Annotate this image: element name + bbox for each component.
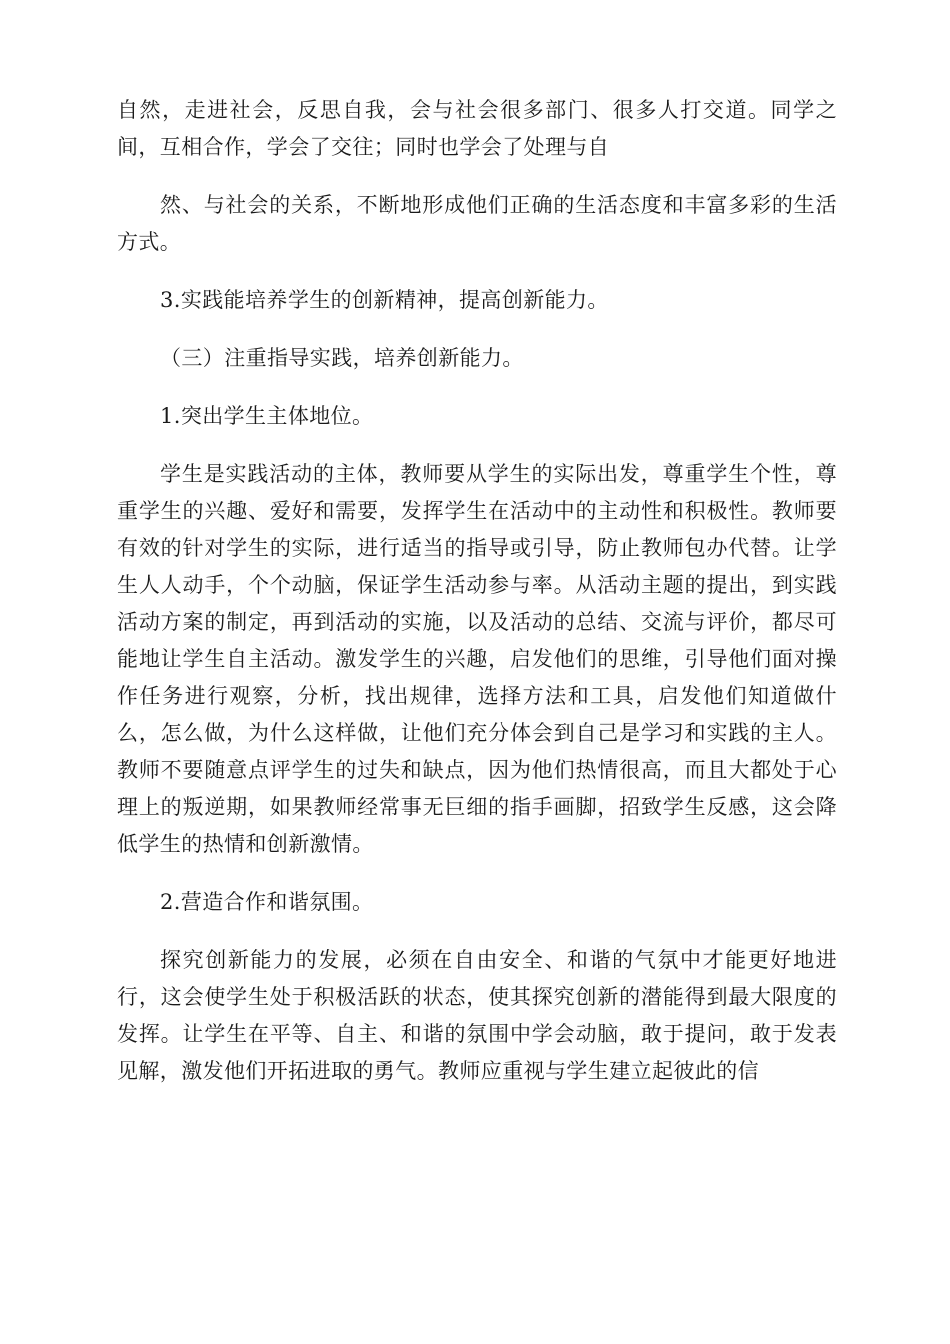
paragraph-relations: 然、与社会的关系，不断地形成他们正确的生活态度和丰富多彩的生活方式。: [117, 193, 837, 254]
heading-harmony-atmosphere: 2.营造合作和谐氛围。: [160, 890, 374, 914]
paragraph-harmony-atmosphere: 探究创新能力的发展，必须在自由安全、和谐的气氛中才能更好地进行，这会使学生处于积极活跃的状态，使其探究创新的潜能得到最大限度的发挥。让学生在平等、自主、和谐的氛围中学会动脑，敢于提问，敢于发表见解，激发他们开拓进取的勇气。教师应重视与学生建立起彼此的信: [117, 948, 837, 1083]
heading-practice-innovation: 3.实践能培养学生的创新精神，提高创新能力。: [160, 288, 609, 312]
heading-student-subject: 1.突出学生主体地位。: [160, 404, 374, 428]
paragraph-continuation: 自然，走进社会，反思自我，会与社会很多部门、很多人打交道。同学之间，互相合作，学会了交往；同时也学会了处理与自: [117, 98, 837, 159]
paragraph-student-subject: 学生是实践活动的主体，教师要从学生的实际出发，尊重学生个性，尊重学生的兴趣、爱好和需要，发挥学生在活动中的主动性和积极性。教师要有效的针对学生的实际，进行适当的指导或引导，防止教师包办代替。让学生人人动手，个个动脑，保证学生活动参与率。从活动主题的提出，到实践活动方案的制定，再到活动的实施，以及活动的总结、交流与评价，都尽可能地让学生自主活动。激发学生的兴趣，启发他们的思维，引导他们面对操作任务进行观察，分析，找出规律，选择方法和工具，启发他们知道做什么，怎么做，为什么这样做，让他们充分体会到自己是学习和实践的主人。教师不要随意点评学生的过失和缺点，因为他们热情很高，而且大都处于心理上的叛逆期，如果教师经常事无巨细的指手画脚，招致学生反感，这会降低学生的热情和创新激情。: [117, 462, 837, 856]
section-heading-three: （三）注重指导实践，培养创新能力。: [160, 346, 524, 370]
document-body: [117, 92, 837, 1111]
